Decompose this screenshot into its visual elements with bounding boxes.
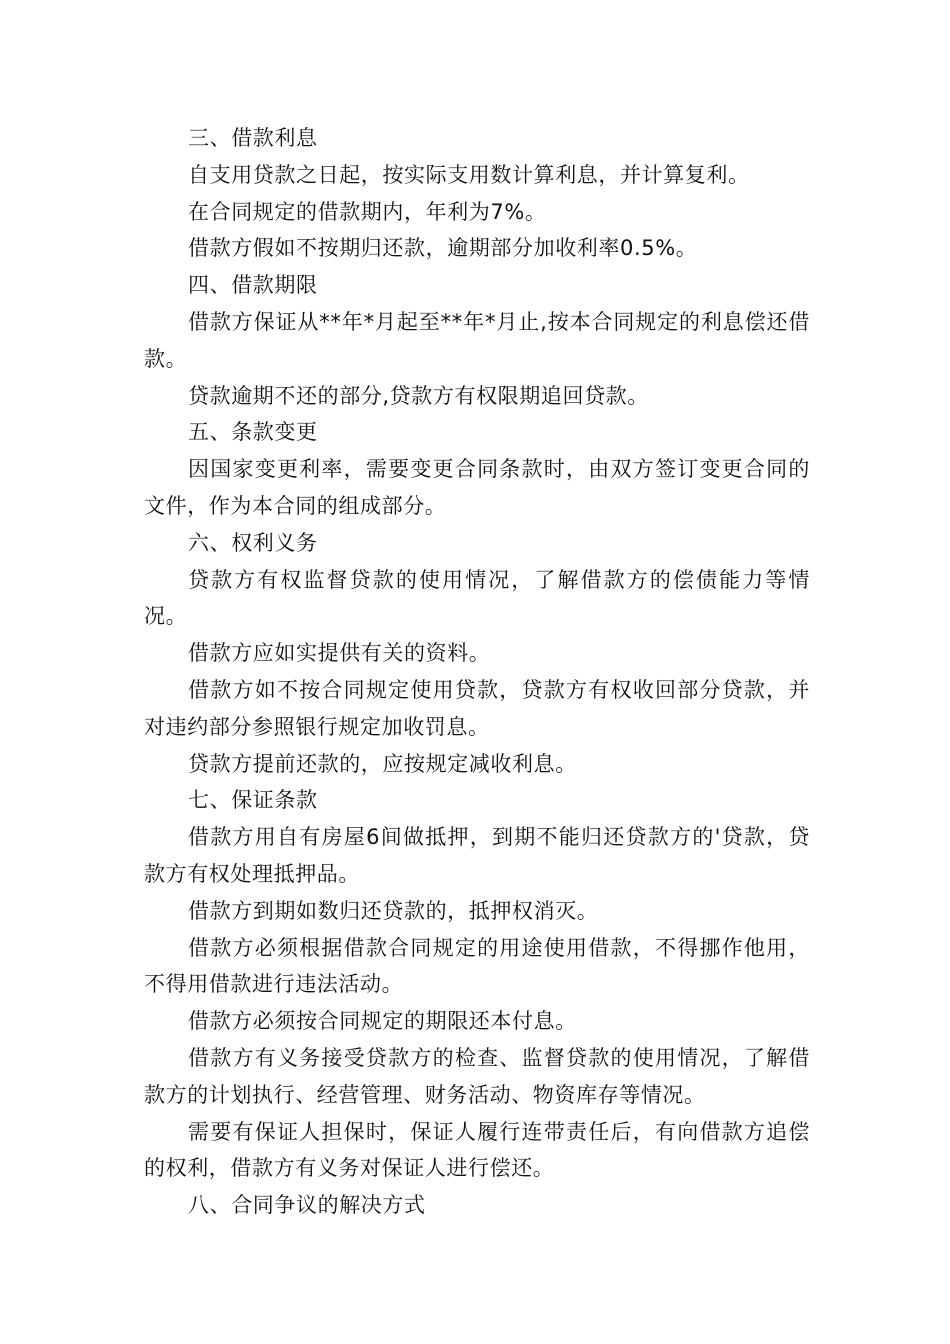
paragraph-inspection-duty: 借款方有义务接受贷款方的检查、监督贷款的使用情况，了解借款方的计划执行、经营管理、财务活动、物资库存等情况。 [144, 1045, 810, 1107]
paragraph-provide-information: 借款方应如实提供有关的资料。 [188, 641, 491, 666]
section-heading-term: 四、借款期限 [188, 273, 318, 298]
paragraph-repayment-term: 借款方保证从**年*月起至**年*月止,按本合同规定的利息偿还借款。 [144, 309, 810, 371]
section-heading-interest: 三、借款利息 [188, 126, 318, 150]
paragraph-misuse-penalty: 借款方如不按合同规定使用贷款，贷款方有权收回部分贷款，并对违约部分参照银行规定加收罚息。 [144, 677, 810, 739]
paragraph-annual-rate: 在合同规定的借款期内，年利为7%。 [188, 199, 547, 224]
section-heading-dispute: 八、合同争议的解决方式 [188, 1193, 426, 1218]
paragraph-overdue-recovery: 贷款逾期不还的部分,贷款方有权限期追回贷款。 [188, 383, 649, 408]
paragraph-early-repayment: 贷款方提前还款的，应按规定减收利息。 [188, 751, 577, 776]
paragraph-rate-change: 因国家变更利率，需要变更合同条款时，由双方签订变更合同的文件，作为本合同的组成部分。 [144, 457, 810, 518]
paragraph-mortgage-release: 借款方到期如数归还贷款的，抵押权消灭。 [188, 898, 599, 923]
document-body [144, 120, 810, 1224]
section-heading-changes: 五、条款变更 [188, 420, 318, 445]
paragraph-lender-supervision: 贷款方有权监督贷款的使用情况，了解借款方的偿债能力等情况。 [144, 567, 810, 629]
section-heading-rights: 六、权利义务 [188, 530, 318, 555]
section-heading-guarantee: 七、保证条款 [188, 788, 318, 813]
paragraph-guarantor: 需要有保证人担保时，保证人履行连带责任后，有向借款方追偿的权利，借款方有义务对保证人进行偿还。 [144, 1119, 810, 1181]
paragraph-loan-use: 借款方必须根据借款合同规定的用途使用借款，不得挪作他用，不得用借款进行违法活动。 [144, 935, 810, 997]
paragraph-interest-calculation: 自支用贷款之日起，按实际支用数计算利息，并计算复利。 [188, 162, 750, 187]
paragraph-overdue-rate: 借款方假如不按期归还款，逾期部分加收利率0.5%。 [188, 236, 698, 261]
paragraph-mortgage: 借款方用自有房屋6间做抵押，到期不能归还贷款方的'贷款，贷款方有权处理抵押品。 [144, 825, 810, 886]
paragraph-repay-on-time: 借款方必须按合同规定的期限还本付息。 [188, 1009, 577, 1034]
